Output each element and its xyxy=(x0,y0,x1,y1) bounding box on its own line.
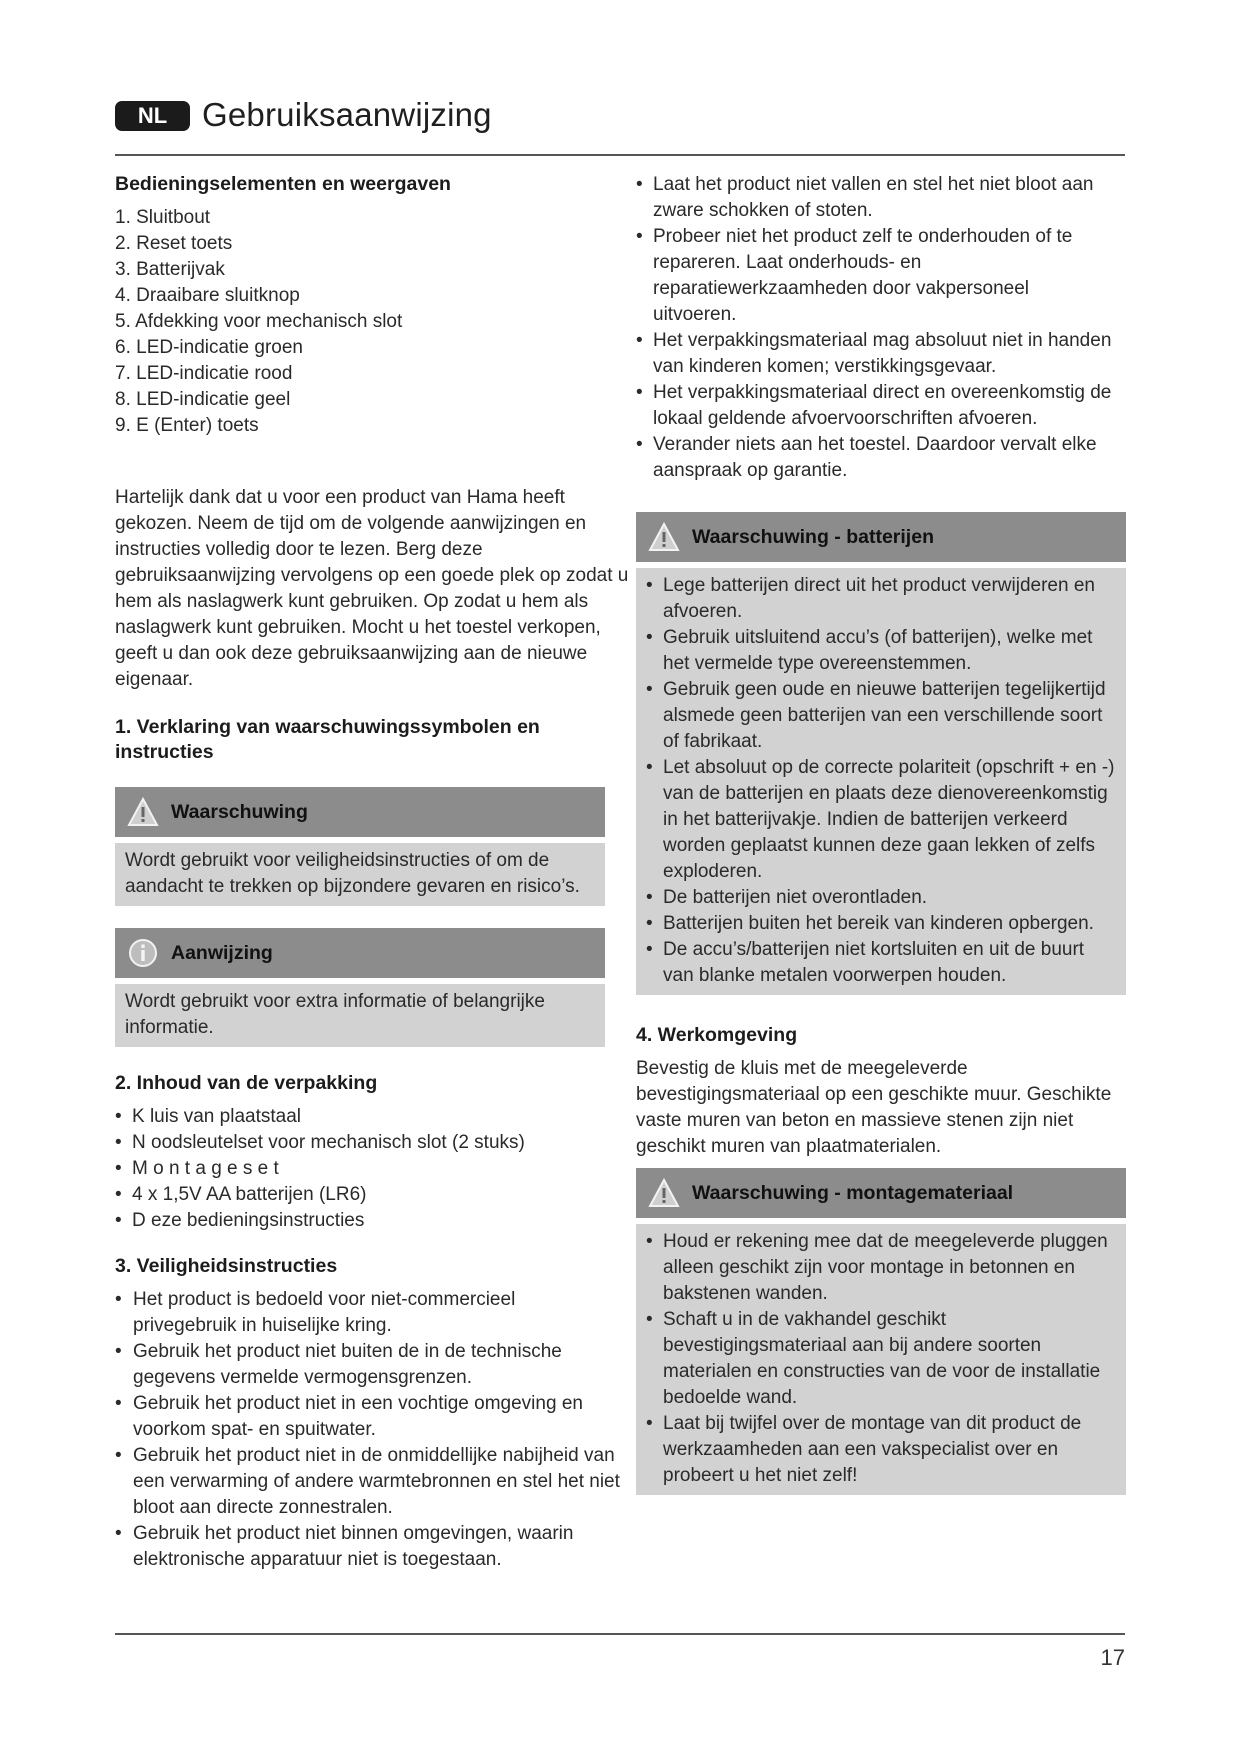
package-list xyxy=(115,1104,635,1234)
list-item: • Het verpakkingsmateriaal direct en overeenkomstig de lokaal geldende afvoervoorschriften afvoeren. xyxy=(636,380,1116,432)
battery-warning-label: Waarschuwing - batterijen xyxy=(692,526,934,548)
list-item: 4. Draaibare sluitknop xyxy=(115,285,300,306)
section4-text: Bevestig de kluis met de meegeleverde bevestigingsmateriaal op een geschikte muur. Geschikte vaste muren van beton en massieve stenen zijn niet geschikt muren van plaatmaterialen. xyxy=(636,1058,1112,1157)
battery-warning-body xyxy=(636,568,1126,995)
battery-warning-box xyxy=(636,512,1126,995)
info-icon xyxy=(127,938,159,968)
section2-heading: 2. Inhoud van de verpakking xyxy=(115,1072,378,1094)
left-column xyxy=(115,172,635,1573)
list-item: • Gebruik geen oude en nieuwe batterijen tegelijkertijd alsmede geen batterijen van een verschillende soort of fabrikaat. xyxy=(646,677,1116,755)
list-item: 5. Afdekking voor mechanisch slot xyxy=(115,311,403,332)
battery-warning-header xyxy=(636,512,1126,562)
list-item: • Lege batterijen direct uit het product verwijderen en afvoeren. xyxy=(646,573,1116,625)
list-item: • Gebruik het product niet buiten de in de technische gegevens vermelde vermogensgrenzen. xyxy=(115,1339,620,1391)
mount-warning-list xyxy=(646,1229,1116,1489)
warning-triangle-icon xyxy=(127,797,159,827)
list-item: 6. LED-indicatie groen xyxy=(115,337,303,358)
page-title: Gebruiksaanwijzing xyxy=(202,96,492,133)
section3-heading: 3. Veiligheidsinstructies xyxy=(115,1255,338,1277)
mount-warning-header xyxy=(636,1168,1126,1218)
warning-triangle-icon xyxy=(648,522,680,552)
list-item: • K luis van plaatstaal xyxy=(115,1104,635,1130)
safety-list xyxy=(115,1287,620,1573)
warning-triangle-icon xyxy=(648,1178,680,1208)
list-item: • Het verpakkingsmateriaal mag absoluut niet in handen van kinderen komen; verstikkingsgevaar. xyxy=(636,328,1116,380)
list-item: 1. Sluitbout xyxy=(115,207,211,228)
section4-heading: 4. Werkomgeving xyxy=(636,1024,798,1046)
note-header xyxy=(115,928,605,978)
note-box xyxy=(115,928,605,1047)
battery-warning-list xyxy=(646,573,1116,989)
list-item: • Batterijen buiten het bereik van kinderen opbergen. xyxy=(646,911,1116,937)
page-header xyxy=(115,94,1125,156)
page-footer xyxy=(115,1633,1125,1670)
intro-paragraph: Hartelijk dank dat u voor een product van Hama heeft gekozen. Neem de tijd om de volgende aanwijzingen en instructies volledig door te lezen. Berg deze gebruiksaanwijzing vervolgens op een goede plek op zodat u hem als naslagwerk kunt gebruiken. Op zodat u hem als naslagwerk kunt gebruiken. Mocht u het toestel verkopen, geeft u dan ook deze gebruiksaanwijzing aan de nieuwe eigenaar. xyxy=(115,487,629,690)
section1-heading: 1. Verklaring van waarschuwingssymbolen en instructies xyxy=(115,716,540,763)
list-item: • Gebruik het product niet binnen omgevingen, waarin elektronische apparatuur niet is toegestaan. xyxy=(115,1521,620,1573)
list-item: 8. LED-indicatie geel xyxy=(115,389,291,410)
list-item: 2. Reset toets xyxy=(115,233,233,254)
warning-text: Wordt gebruikt voor veiligheidsinstructies of om de aandacht te trekken op bijzondere gevaren en risico’s. xyxy=(115,843,605,906)
list-item: • Gebruik het product niet in de onmiddellijke nabijheid van een verwarming of andere warmtebronnen en stel het niet bloot aan directe zonnestralen. xyxy=(115,1443,620,1521)
warning-label: Waarschuwing xyxy=(171,801,308,823)
list-item: • Houd er rekening mee dat de meegeleverde pluggen alleen geschikt zijn voor montage in betonnen en bakstenen wanden. xyxy=(646,1229,1116,1307)
list-item: • M o n t a g e s e t xyxy=(115,1156,635,1182)
list-item: 7. LED-indicatie rood xyxy=(115,363,293,384)
list-item: • Schaft u in de vakhandel geschikt bevestigingsmateriaal aan bij andere soorten materialen en constructies van de voor de installatie bedoelde wand. xyxy=(646,1307,1116,1411)
note-label: Aanwijzing xyxy=(171,942,273,964)
right-column xyxy=(636,172,1128,1495)
controls-list xyxy=(115,205,635,439)
list-item: • Laat het product niet vallen en stel het niet bloot aan zware schokken of stoten. xyxy=(636,172,1116,224)
mount-warning-box xyxy=(636,1168,1126,1495)
list-item: • Probeer niet het product zelf te onderhouden of te repareren. Laat onderhouds- en reparatiewerkzaamheden door vakpersoneel uitvoeren. xyxy=(636,224,1116,328)
list-item: • 4 x 1,5V AA batterijen (LR6) xyxy=(115,1182,635,1208)
list-item: 3. Batterijvak xyxy=(115,259,225,280)
list-item: • Verander niets aan het toestel. Daardoor vervalt elke aanspraak op garantie. xyxy=(636,432,1116,484)
list-item: • Gebruik uitsluitend accu’s (of batterijen), welke met het vermelde type overeenstemmen. xyxy=(646,625,1116,677)
list-item: • D eze bedieningsinstructies xyxy=(115,1208,635,1234)
list-item: • De batterijen niet overontladen. xyxy=(646,885,1116,911)
warning-header xyxy=(115,787,605,837)
list-item: • Gebruik het product niet in een vochtige omgeving en voorkom spat- en spuitwater. xyxy=(115,1391,620,1443)
page-number: 17 xyxy=(1100,1645,1125,1670)
note-text: Wordt gebruikt voor extra informatie of belangrijke informatie. xyxy=(115,984,605,1047)
warning-box xyxy=(115,787,605,906)
safety-list-continued xyxy=(636,172,1116,484)
list-item: • Laat bij twijfel over de montage van dit product de werkzaamheden aan een vakspecialist over en probeert u het niet zelf! xyxy=(646,1411,1116,1489)
controls-heading: Bedieningselementen en weergaven xyxy=(115,173,451,195)
list-item: • Het product is bedoeld voor niet-commercieel privegebruik in huiselijke kring. xyxy=(115,1287,620,1339)
mount-warning-label: Waarschuwing - montagemateriaal xyxy=(692,1182,1014,1204)
list-item: 9. E (Enter) toets xyxy=(115,415,259,436)
list-item: • De accu’s/batterijen niet kortsluiten en uit de buurt van blanke metalen voorwerpen houden. xyxy=(646,937,1116,989)
mount-warning-body xyxy=(636,1224,1126,1495)
language-badge: NL xyxy=(115,101,190,131)
list-item: • Let absoluut op de correcte polariteit (opschrift + en -) van de batterijen en plaats deze dienovereenkomstig in het batterijvakje. Indien de batterijen verkeerd worden geplaatst kunnen deze gaan lekken of zelfs exploderen. xyxy=(646,755,1116,885)
list-item: • N oodsleutelset voor mechanisch slot (2 stuks) xyxy=(115,1130,635,1156)
